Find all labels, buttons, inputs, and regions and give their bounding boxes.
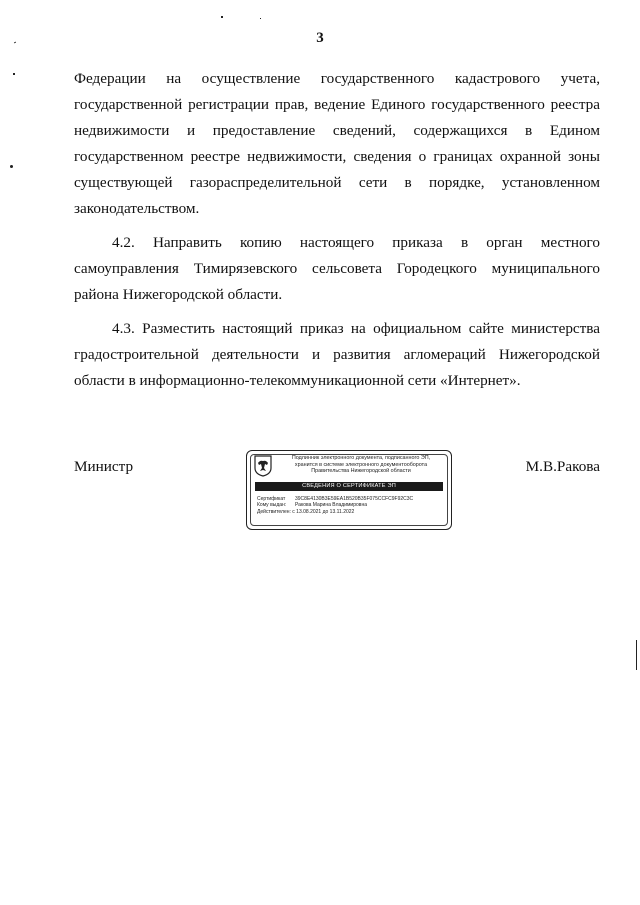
- text-line: государственной регистрации прав, ведение Единого государственного реестра: [74, 96, 600, 113]
- stamp-info: [279, 455, 443, 475]
- text-line: самоуправления Тимирязевского сельсовета Городецкого муниципального: [74, 260, 600, 277]
- nizhny-novgorod-emblem-icon: [254, 455, 272, 477]
- stamp-info-line: Правительства Нижегородской области: [311, 468, 411, 475]
- text-line: 4.3. Разместить настоящий приказ на официальном сайте министерства: [112, 320, 600, 337]
- text-line: недвижимости и предоставление сведений, содержащихся в Едином: [74, 122, 600, 139]
- text-line: района Нижегородской области.: [74, 286, 283, 303]
- issued-to-label: Кому выдан:: [257, 502, 287, 509]
- scan-dot: [13, 73, 15, 75]
- signature-block: [74, 454, 600, 534]
- certificate-label: Сертификат: [257, 496, 286, 502]
- paragraph-continuation: [74, 66, 600, 222]
- signer-name: М.В.Ракова: [525, 458, 600, 475]
- valid-label: Действителен:: [257, 508, 291, 515]
- text-line: государственном реестре недвижимости, сведения о границах охранной зоны: [74, 148, 600, 165]
- stamp-certificate-header: СВЕДЕНИЯ О СЕРТИФИКАТЕ ЭП: [255, 482, 443, 491]
- electronic-signature-stamp: [246, 450, 452, 530]
- stamp-info-line: хранится в системе электронного документооборота: [294, 461, 428, 468]
- valid-value: с 13.08.2021 до 13.11.2022: [292, 508, 355, 515]
- page-number: 3: [316, 30, 324, 46]
- document-body: [74, 66, 600, 402]
- signer-position: Министр: [74, 458, 134, 475]
- paragraph-4-2: [74, 230, 600, 308]
- paragraph-4-3: [74, 316, 600, 394]
- text-line: градостроительной деятельности и развития агломераций Нижегородской: [74, 346, 600, 363]
- stamp-info-line: Подлинник электронного документа, подписанного ЭП,: [291, 455, 431, 461]
- issued-to-value: Ракова Марина Владимировна: [295, 502, 367, 509]
- text-line: существующей газораспределительной сети в порядке, установленном: [74, 174, 600, 191]
- scan-dot: [260, 18, 261, 19]
- stamp-certificate-details: [257, 496, 413, 515]
- text-line: законодательством.: [74, 200, 200, 217]
- scan-edge: [636, 640, 637, 670]
- scan-dot: [10, 165, 13, 168]
- text-line: 4.2. Направить копию настоящего приказа в орган местного: [112, 234, 600, 251]
- text-line: Федерации на осуществление государственного кадастрового учета,: [74, 70, 600, 87]
- scan-dot: [221, 16, 223, 18]
- valid-row: [257, 509, 413, 515]
- text-line: области в информационно-телекоммуникационной сети «Интернет».: [74, 372, 521, 389]
- certificate-value: 39C8E4130B3E59EA1B520B35F075CCFC9F92C3C: [295, 496, 414, 502]
